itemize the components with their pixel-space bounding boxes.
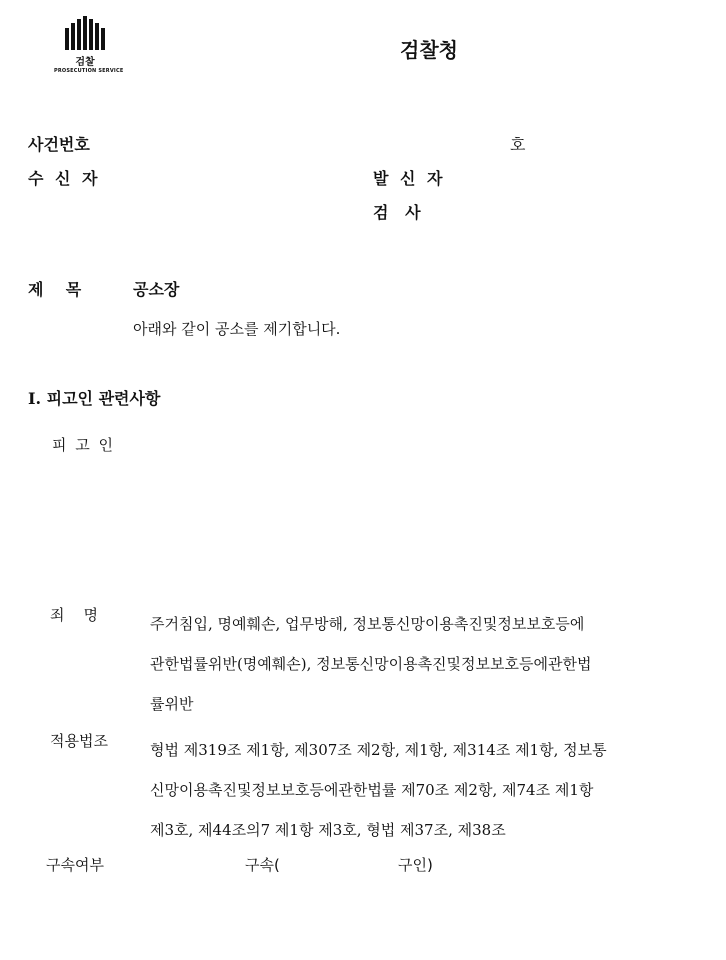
- org-title: 검찰청: [400, 38, 458, 62]
- case-number-suffix: 호: [510, 135, 526, 154]
- prosecution-service-logo: [54, 16, 124, 78]
- subject-value: 공소장: [133, 280, 180, 299]
- sender-label: 발 신 자: [373, 169, 443, 188]
- detention-label: 구속여부: [46, 856, 104, 874]
- charge-line: 주거침입, 명예훼손, 업무방해, 정보통신망이용촉진및정보보호등에: [150, 615, 585, 633]
- law-line: 형법 제319조 제1항, 제307조 제2항, 제1항, 제314조 제1항, 정보통: [150, 741, 607, 759]
- defendant-label: 피 고 인: [52, 436, 114, 454]
- law-line: 제3호, 제44조의7 제1항 제3호, 형법 제37조, 제38조: [150, 821, 506, 839]
- law-label: 적용법조: [50, 732, 108, 750]
- section-heading: Ⅰ. 피고인 관련사항: [28, 389, 161, 408]
- subject-label: 제 목: [28, 280, 82, 299]
- intro-text: 아래와 같이 공소를 제기합니다.: [133, 320, 341, 338]
- detention-value-close: 구인): [398, 856, 433, 874]
- law-list: [150, 730, 607, 850]
- detention-value-open: 구속(: [245, 856, 280, 874]
- logo-english-name: PROSECUTION SERVICE: [54, 68, 124, 74]
- charge-list: [150, 604, 591, 724]
- prosecutor-label: 검 사: [373, 203, 421, 222]
- logo-name: 검찰: [75, 57, 95, 68]
- case-number-label: 사건번호: [28, 135, 90, 154]
- logo-bars-icon: [65, 16, 105, 50]
- charge-line: 관한법률위반(명예훼손), 정보통신망이용촉진및정보보호등에관한법: [150, 655, 592, 673]
- law-line: 신망이용촉진및정보보호등에관한법률 제70조 제2항, 제74조 제1항: [150, 781, 594, 799]
- recipient-label: 수 신 자: [28, 169, 98, 188]
- charge-label: 죄 명: [50, 606, 99, 624]
- charge-line: 률위반: [150, 695, 194, 713]
